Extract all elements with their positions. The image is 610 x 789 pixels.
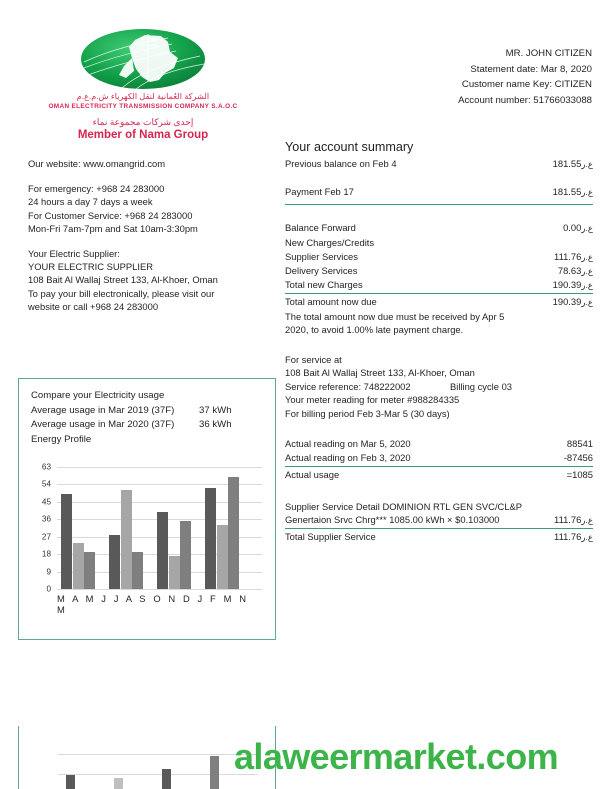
account-summary-title: Your account summary [285, 140, 414, 154]
supplier-name: YOUR ELECTRIC SUPPLIER [28, 261, 154, 273]
supplier-label: Your Electric Supplier: [28, 248, 120, 260]
reading-previous-label: Actual reading on Feb 3, 2020 [285, 452, 411, 464]
payment-label: Payment Feb 17 [285, 186, 354, 198]
average-usage-2020-value: 36 kWh [199, 419, 232, 431]
chart-bar [61, 494, 72, 589]
service-address: 108 Bait Al Wallaj Street 133, Al-Khoer, Oman [285, 367, 475, 379]
new-charges-label: New Charges/Credits [285, 236, 375, 248]
reading-current-row [285, 437, 593, 451]
service-reference: Service reference: 748222002 [285, 380, 411, 392]
total-supplier-service-label: Total Supplier Service [285, 531, 376, 543]
supplier-services-row [285, 250, 593, 264]
chart-y-tick: 18 [41, 549, 51, 559]
payment-amount: ع.ر181.55 [552, 186, 593, 198]
supplier-detail-divider [285, 528, 593, 529]
chart-y-tick: 54 [41, 479, 51, 489]
oet-logo-icon [18, 28, 268, 90]
currency-symbol: ع.ر [581, 532, 593, 543]
total-amount-due-value: ع.ر190.39 [552, 296, 593, 308]
secondary-chart-bar [114, 778, 123, 789]
supplier-services-label: Supplier Services [285, 250, 358, 262]
chart-bar [73, 543, 84, 589]
reading-previous-value: -87456 [563, 452, 593, 464]
chart-plot-area [57, 467, 262, 589]
total-supplier-service-amount: ع.ر111.76 [554, 531, 593, 543]
billing-period-line: For billing period Feb 3-Mar 5 (30 days) [285, 407, 450, 419]
currency-symbol: ع.ر [581, 251, 593, 262]
balance-forward-row [285, 221, 593, 235]
total-new-charges-amount: ع.ر190.39 [552, 279, 593, 291]
account-summary-section [285, 139, 593, 544]
total-amount-due-label: Total amount now due [285, 296, 377, 308]
currency-symbol: ع.ر [581, 266, 593, 277]
secondary-chart-gridline [58, 754, 258, 755]
currency-symbol: ع.ر [581, 280, 593, 291]
secondary-chart-bar [66, 775, 75, 789]
supplier-detail-header: Supplier Service Detail DOMINION RTL GEN SVC/CL&P [285, 500, 523, 512]
electricity-usage-box [18, 378, 276, 640]
chart-bar [109, 535, 120, 589]
customer-service-line: For Customer Service: +968 24 283000 [28, 209, 193, 221]
customer-name-key: Customer name Key: CITIZEN [461, 79, 592, 91]
reading-divider [285, 466, 593, 467]
chart-bar [132, 552, 143, 589]
logo-arabic-name: الشركة العُمانية لنقل الكهرباء ش.م.ع.م [76, 92, 210, 101]
supplier-address: 108 Bait Al Wallaj Street 133, Al-Khoer, Oman [28, 274, 218, 286]
delivery-services-row [285, 264, 593, 278]
summary-divider-top [285, 204, 593, 205]
secondary-chart-bar [210, 756, 219, 789]
pay-electronically-line-1: To pay your bill electronically, please visit our [28, 287, 215, 299]
chart-bar [84, 552, 95, 589]
customer-name: MR. JOHN CITIZEN [505, 48, 592, 59]
emergency-hours-line: 24 hours a day 7 days a week [28, 196, 153, 208]
currency-symbol: ع.ر [581, 515, 593, 526]
secondary-chart-plot [58, 734, 258, 789]
actual-usage-value: =1085 [566, 469, 593, 481]
reading-current-label: Actual reading on Mar 5, 2020 [285, 438, 411, 450]
emergency-line: For emergency: +968 24 283000 [28, 183, 165, 195]
chart-y-tick: 45 [41, 497, 51, 507]
chart-y-axis [29, 462, 53, 594]
due-note-line-1: The total amount now due must be received by Apr 5 [285, 310, 505, 322]
chart-bar [205, 488, 216, 589]
chart-bar [228, 477, 239, 589]
currency-symbol: ع.ر [581, 223, 593, 234]
chart-gridline [57, 589, 262, 590]
average-usage-2019-label: Average usage in Mar 2019 (37F) [31, 404, 175, 416]
actual-usage-row [285, 468, 593, 482]
meter-reading-line: Your meter reading for meter #988284335 [285, 394, 460, 406]
chart-y-tick: 0 [46, 584, 51, 594]
billing-cycle: Billing cycle 03 [450, 380, 513, 392]
energy-profile-label: Energy Profile [31, 433, 92, 445]
average-usage-2019-row [31, 404, 267, 419]
total-supplier-service-row [285, 530, 593, 544]
supplier-block [28, 247, 278, 313]
spacer [285, 420, 593, 437]
chart-x-labels: M A M J J A S O N D J F M N M [57, 593, 249, 615]
balance-forward-label: Balance Forward [285, 222, 356, 234]
average-usage-2020-label: Average usage in Mar 2020 (37F) [31, 419, 175, 431]
due-note-line-2: 2020, to avoid 1.00% late payment charge. [285, 323, 464, 335]
reading-current-value: 88541 [566, 438, 593, 450]
for-service-at-label: For service at [285, 354, 342, 366]
supplier-services-amount: ع.ر111.76 [554, 250, 593, 262]
chart-y-tick: 36 [41, 514, 51, 524]
summary-divider-totals [285, 293, 593, 294]
chart-y-tick: 27 [41, 532, 51, 542]
delivery-services-amount: ع.ر78.63 [557, 265, 593, 277]
account-number: Account number: 51766033088 [458, 94, 592, 106]
average-usage-2019-value: 37 kWh [199, 404, 232, 416]
chart-y-tick: 9 [46, 567, 51, 577]
energy-profile-chart [29, 462, 269, 615]
customer-header [458, 46, 592, 108]
spacer [285, 336, 593, 353]
balance-forward-amount: ع.ر0.00 [563, 222, 593, 234]
logo-english-name: OMAN ELECTRICITY TRANSMISSION COMPANY S.A.O.C [48, 103, 238, 110]
service-reference-row [285, 380, 593, 393]
generation-charge-label: Genertaion Srvc Chrg*** 1085.00 kWh × $0.103000 [285, 514, 500, 526]
average-usage-2020-row [31, 418, 267, 433]
previous-balance-label: Previous balance on Feb 4 [285, 158, 397, 169]
new-charges-row [285, 236, 593, 250]
reading-previous-row [285, 451, 593, 465]
payment-row [285, 185, 593, 199]
logo-english-group: Member of Nama Group [77, 129, 209, 141]
total-amount-due-row [285, 295, 593, 309]
generation-charge-amount: ع.ر111.76 [554, 514, 593, 526]
contact-information [28, 157, 278, 313]
chart-bar [217, 525, 228, 589]
chart-bar [169, 556, 180, 589]
secondary-chart-bar [162, 769, 171, 789]
total-new-charges-label: Total new Charges [285, 279, 363, 291]
spacer [285, 483, 593, 500]
secondary-chart-gridline [58, 774, 258, 775]
currency-symbol: ع.ر [581, 297, 593, 308]
company-logo [18, 28, 268, 142]
currency-symbol: ع.ر [581, 187, 593, 198]
chart-bar [157, 512, 168, 589]
chart-bar [121, 490, 132, 589]
delivery-services-label: Delivery Services [285, 265, 358, 277]
website-block [28, 157, 278, 170]
chart-bar [180, 521, 191, 589]
spacer [285, 171, 593, 185]
generation-charge-row [285, 513, 593, 527]
statement-date: Statement date: Mar 8, 2020 [470, 63, 592, 75]
website-line[interactable]: Our website: www.omangrid.com [28, 158, 166, 169]
previous-balance-amount: ع.ر181.55 [552, 158, 593, 169]
usage-box-title: Compare your Electricity usage [31, 390, 165, 401]
chart-bars [57, 467, 262, 589]
pay-electronically-line-2: website or call +968 24 283000 [28, 300, 159, 312]
currency-symbol: ع.ر [581, 159, 593, 169]
watermark-text: alaweermarket.com [234, 736, 558, 777]
logo-arabic-group: إحدى شركات مجموعة نماء [92, 117, 194, 127]
previous-balance-row [285, 157, 593, 171]
phone-block [28, 182, 278, 235]
usage-box-header [31, 389, 267, 447]
chart-y-tick: 63 [41, 462, 51, 472]
customer-service-hours-line: Mon-Fri 7am-7pm and Sat 10am-3:30pm [28, 222, 198, 234]
actual-usage-label: Actual usage [285, 469, 340, 481]
total-new-charges-row [285, 278, 593, 292]
